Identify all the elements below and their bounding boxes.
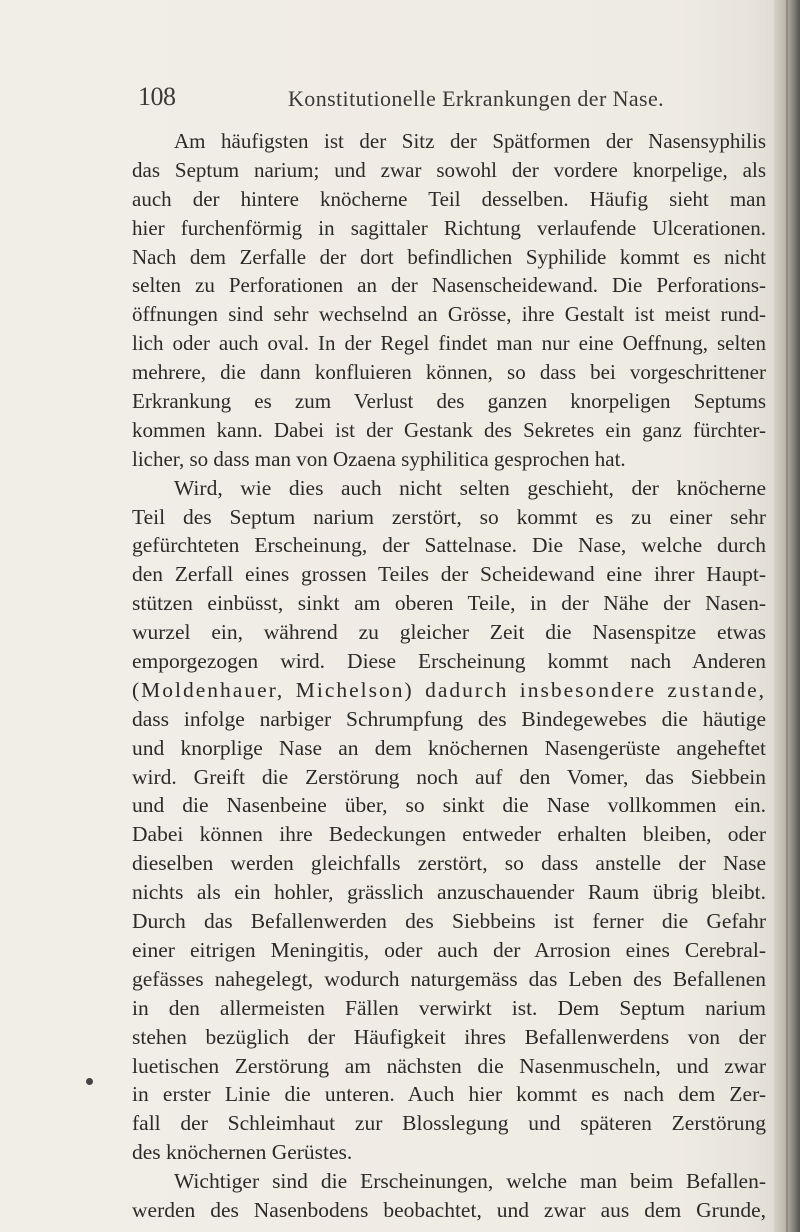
text-line: fall der Schleimhaut zur Blosslegung und späteren Zerstörung bbox=[132, 1111, 766, 1136]
text-line: gefässes nahegelegt, wodurch naturgemäss das Leben des Befallenen bbox=[132, 966, 766, 991]
text-line: kommen kann. Dabei ist der Gestank des Sekretes ein ganz fürchter- bbox=[132, 417, 766, 442]
text-line: und knorplige Nase an dem knöchernen Nasengerüste angeheftet bbox=[132, 735, 766, 760]
text-line: Dabei können ihre Bedeckungen entweder erhalten bleiben, oder bbox=[132, 822, 766, 847]
page-number: 108 bbox=[138, 82, 176, 111]
text-line: wird. Greift die Zerstörung noch auf den Vomer, das Siebbein bbox=[132, 764, 766, 789]
text-line: einer eitrigen Meningitis, oder auch der Arrosion eines Cerebral- bbox=[132, 937, 766, 962]
text-line: werden des Nasenbodens beobachtet, und zwar aus dem Grunde, bbox=[132, 1197, 766, 1222]
text-line: lich oder auch oval. In der Regel findet man nur eine Oeffnung, selten bbox=[132, 331, 766, 356]
text-line: Durch das Befallenwerden des Siebbeins ist ferner die Gefahr bbox=[132, 909, 766, 934]
text-line: des knöchernen Gerüstes. bbox=[132, 1140, 353, 1165]
text-line: das Septum narium; und zwar sowohl der vordere knorpelige, als bbox=[132, 157, 766, 182]
text-line: Nach dem Zerfalle der dort befindlichen Syphilide kommt es nicht bbox=[132, 244, 766, 269]
text-line: den Zerfall eines grossen Teiles der Scheidewand eine ihrer Haupt- bbox=[132, 562, 766, 587]
text-line: in den allermeisten Fällen verwirkt ist. Dem Septum narium bbox=[132, 995, 766, 1020]
text-line: öffnungen sind sehr wechselnd an Grösse, ihre Gestalt ist meist rund- bbox=[132, 302, 766, 327]
text-line: gefürchteten Erscheinung, der Sattelnase. Die Nase, welche durch bbox=[132, 533, 766, 558]
ink-speck bbox=[86, 1078, 93, 1085]
text-line: dieselben werden gleichfalls zerstört, so dass anstelle der Nase bbox=[132, 851, 766, 876]
text-line: Wichtiger sind die Erscheinungen, welche man beim Befallen- bbox=[174, 1169, 766, 1194]
text-line: stützen einbüsst, sinkt am oberen Teile, in der Nähe der Nasen- bbox=[132, 591, 766, 616]
text-line: in erster Linie die unteren. Auch hier kommt es nach dem Zer- bbox=[132, 1082, 766, 1107]
text-line: Erkrankung es zum Verlust des ganzen knorpeligen Septums bbox=[132, 389, 766, 414]
text-line: Teil des Septum narium zerstört, so kommt es zu einer sehr bbox=[132, 504, 766, 529]
body-text bbox=[132, 127, 766, 1225]
text-line: auch der hintere knöcherne Teil desselben. Häufig sieht man bbox=[132, 186, 766, 211]
text-line: und die Nasenbeine über, so sinkt die Nase vollkommen ein. bbox=[132, 793, 766, 818]
text-line: Am häufigsten ist der Sitz der Spätformen der Nasensyphilis bbox=[174, 129, 766, 153]
text-line: stehen bezüglich der Häufigkeit ihres Befallenwerdens von der bbox=[132, 1024, 766, 1049]
text-line: nichts als ein hohler, grässlich anzuschauender Raum übrig bleibt. bbox=[132, 880, 766, 905]
text-line: luetischen Zerstörung am nächsten die Nasenmuscheln, und zwar bbox=[132, 1053, 766, 1078]
text-line: licher, so dass man von Ozaena syphilitica gesprochen hat. bbox=[132, 446, 626, 471]
text-line: emporgezogen wird. Diese Erscheinung kommt nach Anderen bbox=[132, 649, 766, 674]
text-line: mehrere, die dann konfluieren können, so dass bei vorgeschrittener bbox=[132, 360, 766, 385]
text-line: (Moldenhauer, Michelson) dadurch insbesondere zustande, bbox=[132, 677, 766, 702]
text-line: Wird, wie dies auch nicht selten geschieht, der knöcherne bbox=[174, 475, 766, 500]
text-line: dass infolge narbiger Schrumpfung des Bindegewebes die häutige bbox=[132, 706, 766, 731]
running-head: Konstitutionelle Erkrankungen der Nase. bbox=[288, 86, 665, 111]
text-line: hier furchenförmig in sagittaler Richtung verlaufende Ulcerationen. bbox=[132, 215, 766, 240]
text-line: selten zu Perforationen an der Nasenscheidewand. Die Perforations- bbox=[132, 273, 766, 298]
text-line: wurzel ein, während zu gleicher Zeit die Nasenspitze etwas bbox=[132, 620, 766, 645]
page-edge-line bbox=[786, 0, 788, 1232]
